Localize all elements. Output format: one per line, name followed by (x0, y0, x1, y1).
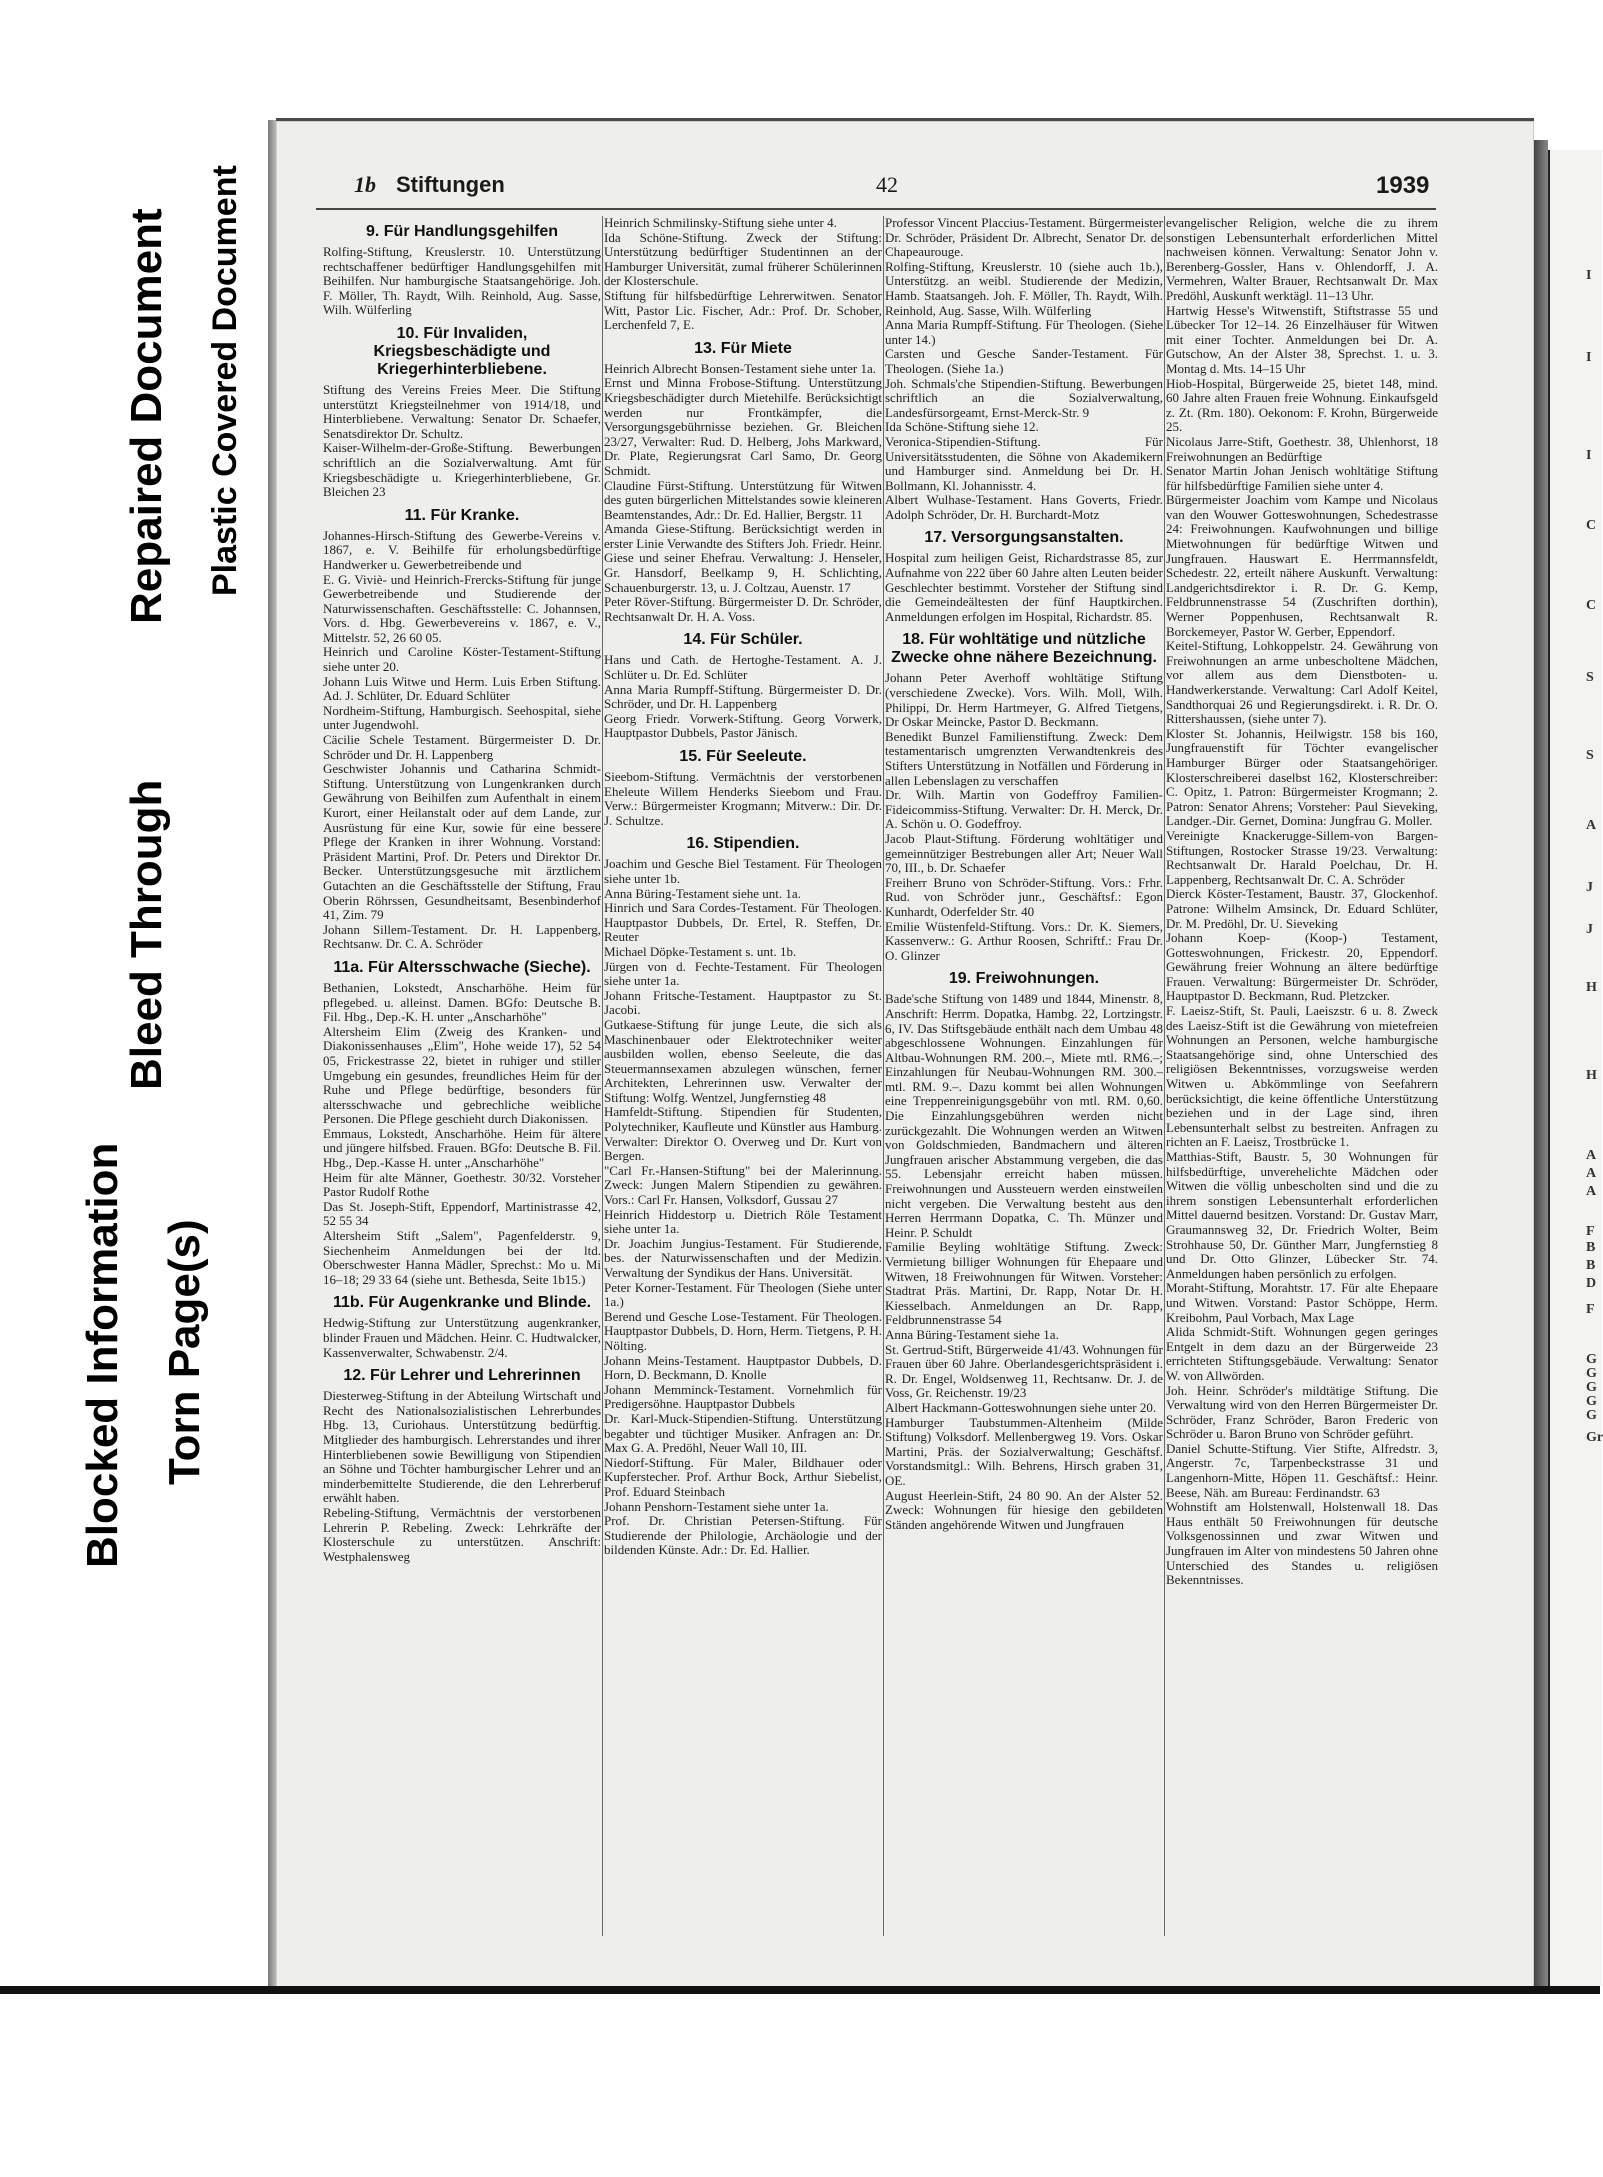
entry: Joachim und Gesche Biel Testament. Für Theologen siehe unter 1b. (604, 856, 882, 886)
entry: Carsten und Gesche Sander-Testament. Für Theologen. (Siehe 1a.) (885, 346, 1163, 376)
entry: Johann Fritsche-Testament. Hauptpastor zu St. Jacobi. (604, 987, 882, 1018)
next-page-letter: G (1586, 1352, 1597, 1367)
column-divider (602, 216, 603, 1936)
entry: Hiob-Hospital, Bürgerweide 25, bietet 148, mind. 60 Jahre alten Frauen freie Wohnung. Einkaufsgeld z. Zt. (Rm. 180). Oekonom: F. Krohn, Bürgerweide 25. (1166, 375, 1438, 435)
entry: Heinrich und Caroline Köster-Testament-Stiftung siehe unter 20. (323, 644, 601, 675)
entry: Bethanien, Lokstedt, Anscharhöhe. Heim für pflegebed. u. alleinst. Damen. BGfo: Deutsche B. Fil. Hbg., Dep.-K. H. unter „Anscharhöhe" (323, 979, 601, 1025)
entry: Freiherr Bruno von Schröder-Stiftung. Vors.: Frhr. Rud. von Schröder junr., Geschäftsf.: Egon Kunhardt, Oderfelder Str. 40 (885, 874, 1163, 919)
column-1 (323, 216, 601, 1956)
next-page-letter: H (1586, 980, 1597, 995)
entry: Stiftung für hilfsbedürftige Lehrerwitwen. Senator Witt, Pastor Lic. Fischer, Adr.: Prof. Dr. Schober, Lerchenfeld 7, E. (604, 287, 882, 333)
section-heading: 9. Für Handlungsgehilfen (365, 223, 558, 240)
entry: Hedwig-Stiftung zur Unterstützung augenkranker, blinder Frauen und Mädchen. Heinr. C. Hudtwalcker, Kassenverwalter, Schwabenstr. 2/4. (323, 1315, 601, 1360)
entry: Rolfing-Stiftung, Kreuslerstr. 10. Unterstützung rechtschaffener bedürftiger Handlungsgehilfen mit Beihilfen. Nur hamburgische Staatsangehörige. Joh. F. Möller, Th. Raydt, Wilh. Reinhold, Aug. Sasse, Wilh. Wülferling (323, 244, 601, 318)
next-page-letter: C (1586, 518, 1597, 533)
entry: Heinrich Albrecht Bonsen-Testament siehe unter 1a. (604, 360, 877, 376)
next-page-letter: G (1586, 1366, 1597, 1381)
next-page-letter: A (1586, 1148, 1597, 1163)
section-heading: 17. Versorgungsanstalten. (924, 529, 1124, 547)
label-plastic-covered: Plastic Covered Document (206, 165, 244, 596)
entry: Dr. Joachim Jungius-Testament. Für Studierende, bes. der Naturwissenschaften und der Medizin. Verwaltung der Syndikus der Hans. Universität. (604, 1235, 882, 1280)
label-torn-pages: Torn Page(s) (160, 1219, 209, 1485)
next-page-letter: B (1586, 1258, 1596, 1273)
entry: Hinrich und Sara Cordes-Testament. Für Theologen. Hauptpastor Dubbels, Dr. Ertel, R. Steffen, Dr. Reuter (604, 900, 882, 945)
section-heading: 19. Freiwohnungen. (948, 970, 1100, 988)
entry: Johann Luis Witwe und Herm. Luis Erben Stiftung. Ad. J. Schlüter, Dr. Eduard Schlüter (323, 673, 601, 704)
entry: Cäcilie Schele Testament. Bürgermeister D. Dr. Schröder und Dr. H. Lappenberg (323, 732, 601, 762)
entry: Wohnstift am Holstenwall, Holstenwall 18. Das Haus enthält 50 Freiwohnungen für deutsche Volksgenossinnen und zwar Witwen und Jungfrauen im Alter von mindestens 50 Jahren ohne Unterschied des Standes u. religiösen Bekenntnisses. (1166, 1499, 1438, 1588)
entry: Joh. Heinr. Schröder's mildtätige Stiftung. Die Verwaltung wird von den Herren Bürgermeister Dr. Schröder, Franz Schröder, Baron Frederic von Schröder u. Baron Bruno von Schröder geführt. (1166, 1382, 1438, 1442)
next-page-letter: I (1586, 448, 1592, 463)
entry: Johann Memminck-Testament. Vornehmlich für Predigersöhne. Hauptpastor Dubbels (604, 1381, 882, 1412)
entry: Alida Schmidt-Stift. Wohnungen gegen geringes Entgelt in dem dazu an der Bürgerweide 23 errichteten Stiftungsgebäude. Verwaltung: Senator W. von Allwörden. (1166, 1324, 1438, 1383)
entry: Anna Maria Rumpff-Stiftung. Bürgermeister D. Dr. Schröder, und Dr. H. Lappenberg (604, 681, 882, 712)
next-page-letter: A (1586, 818, 1597, 833)
entry: Berend und Gesche Lose-Testament. Für Theologen. Hauptpastor Dubbels, D. Horn, Herm. Tietgens, P. H. Nölting. (604, 1308, 882, 1353)
section-heading: 14. Für Schüler. (683, 631, 803, 649)
header-rule (316, 208, 1436, 210)
entry: Altersheim Stift „Salem", Pagenfelderstr. 9, Siechenheim Anmeldungen bei der ltd. Oberschwester Hanna Mädler, Sprechst.: Mo u. Mi 16–18; 29 33 64 (siehe unt. Bethesda, Seite 1b15.) (323, 1228, 601, 1287)
entry: Michael Döpke-Testament s. unt. 1b. (604, 943, 797, 959)
next-page-letter: A (1586, 1166, 1597, 1181)
entry: "Carl Fr.-Hansen-Stiftung" bei der Malerinnung. Zweck: Jungen Malern Stipendien zu gewähren. Vors.: Carl Fr. Hansen, Volksdorf, Gussau 27 (604, 1162, 882, 1208)
entry: August Heerlein-Stift, 24 80 90. An der Alster 52. Zweck: Wohnungen für hiesige den gebildeten Ständen angehörende Witwen und Jungfrauen (885, 1487, 1163, 1532)
next-page-letter: I (1586, 268, 1592, 283)
entry: Anna Büring-Testament siehe 1a. (885, 1326, 1059, 1342)
entry: Johann Sillem-Testament. Dr. H. Lappenberg, Rechtsanw. Dr. C. A. Schröder (323, 921, 601, 952)
entry: Emilie Wüstenfeld-Stiftung. Vors.: Dr. K. Siemers, Kassenverw.: G. Arthur Roosen, Schriftf.: Frau Dr. O. Glinzer (885, 918, 1163, 963)
section-tab: 1b (354, 172, 376, 197)
next-page-letter: J (1586, 922, 1593, 937)
entry: Albert Hackmann-Gotteswohnungen siehe unter 20. (885, 1399, 1157, 1415)
entry: evangelischer Religion, welche die zu ihrem sonstigen Lebensunterhalt erforderlichen Mittel nachweisen können. Verwaltung: Senator John v. Berenberg-Gossler, Hans v. Ohlendorff, J. A. Vermehren, Walter Brauer, Rechtsanwalt Dr. Max Predöhl, Auskunft werktägl. 11–13 Uhr. (1166, 215, 1438, 303)
entry: Gutkaese-Stiftung für junge Leute, die sich als Maschinenbauer oder Elektrotechniker weiter ausbilden wollen, ebenso Seeleute, die das Steuermannsexamen abzulegen wünschen, ferner Architekten, Lehrerinnen usw. Verwalter der Stiftung: Wolfg. Wentzel, Jungfernstieg 48 (604, 1016, 882, 1105)
entry: Peter Korner-Testament. Für Theologen (Siehe unter 1a.) (604, 1279, 882, 1310)
entry: Moraht-Stiftung, Morahtstr. 17. Für alte Ehepaare und Witwen. Vorstand: Pastor Schöppe, Herm. Kreibohm, Paul Vorbach, Max Lage (1166, 1280, 1438, 1325)
entry: Ernst und Minna Frobose-Stiftung. Unterstützung Kriegsbeschädigter durch Mietehilfe. Berücksichtigt werden nur Frontkämpfer, die Versorgungsgebührnisse beziehen. Gr. Bleichen 23/27, Verwalter: Rud. D. Helberg, Johs Markward, Dr. Plate, Regierungsrat Carl Samo, Dr. Georg Schmidt. (604, 375, 882, 478)
entry: Jürgen von d. Fechte-Testament. Für Theologen siehe unter 1a. (604, 958, 882, 989)
entry: Stiftung des Vereins Freies Meer. Die Stiftung unterstützt Kriegsteilnehmer von 1914/18, und Hinterbliebene. Verwaltung: Senator Dr. Schaefer, Senatsdirektor Dr. Schultz. (323, 381, 601, 441)
section-heading: 16. Stipendien. (686, 835, 800, 853)
entry: Johann Penshorn-Testament siehe unter 1a. (604, 1498, 829, 1514)
entry: Jacob Plaut-Stiftung. Förderung wohltätiger und gemeinnütziger Bestrebungen aller Art; Neuer Wall 70, III., b. Dr. Schaefer (885, 830, 1163, 876)
entry: Johannes-Hirsch-Stiftung des Gewerbe-Vereins v. 1867, e. V. Beihilfe für erholungsbedürftige Handwerker u. Gewerbetreibende und (323, 527, 601, 572)
entry: Dr. Karl-Muck-Stipendien-Stiftung. Unterstützung begabter und tüchtiger Musiker. Anfragen an: Dr. Max G. A. Predöhl, Neuer Wall 10, III. (604, 1410, 882, 1456)
next-page-letter: S (1586, 748, 1594, 763)
entry: Joh. Schmals'che Stipendien-Stiftung. Bewerbungen schriftlich an die Sozialverwaltung, Landesfürsorgeamt, Ernst-Merck-Str. 9 (885, 375, 1163, 420)
entry: St. Gertrud-Stift, Bürgerweide 41/43. Wohnungen für Frauen über 60 Jahre. Oberlandesgerichtspräsident i. R. Dr. Engel, Woldsenweg 11, Rechtsanw. Dr. J. de Voss, Gr. Reichenstr. 19/23 (885, 1341, 1163, 1401)
label-repaired-document: Repaired Document (122, 208, 171, 624)
entry: Georg Friedr. Vorwerk-Stiftung. Georg Vorwerk, Hauptpastor Dubbels, Pastor Jänisch. (604, 710, 882, 741)
next-page-letter: H (1586, 1068, 1597, 1083)
entry: Johann Peter Averhoff wohltätige Stiftung (verschiedene Zwecke). Vors. Wilh. Moll, Wilh. Philippi, Dr. Herm Hartmeyer, G. Alfred Tietgens, Dr Oskar Meincke, Pastor D. Beckmann. (885, 670, 1163, 730)
entry: Emmaus, Lokstedt, Anscharhöhe. Heim für ältere und jüngere hilfsbed. Frauen. BGfo: Deutsche B. Fil. Hbg., Dep.-Kasse H. unter „Anscharhöhe" (323, 1125, 601, 1171)
entry: Niedorf-Stiftung. Für Maler, Bildhauer oder Kupferstecher. Prof. Arthur Bock, Arthur Siebelist, Prof. Eduard Steinbach (604, 1454, 882, 1499)
entry: Johann Meins-Testament. Hauptpastor Dubbels, D. Horn, D. Beckmann, D. Knolle (604, 1352, 882, 1383)
entry: Dr. Wilh. Martin von Godeffroy Familien-Fideicommiss-Stiftung. Verwalter: Dr. H. Merck, Dr. A. Schön u. O. Godeffroy. (885, 787, 1163, 832)
entry: Hartwig Hesse's Witwenstift, Stiftstrasse 55 und Lübecker Tor 12–14. 26 Einzelhäuser für Witwen mit einer Tochter. Anmeldungen bei Dr. A. Gutschow, An der Alster 38, Sprechst. 1. u. 3. Montag d. Mts. 14–15 Uhr (1166, 302, 1438, 376)
next-page-letter: I (1586, 350, 1592, 365)
entry: Peter Röver-Stiftung. Bürgermeister D. Dr. Schröder, Rechtsanwalt Dr. H. A. Voss. (604, 594, 882, 624)
next-page-letter: G (1586, 1408, 1597, 1423)
entry: Keitel-Stiftung, Lohkoppelstr. 24. Gewährung von Freiwohnungen an arme unbescholtene Mädchen, vor allem aus dem Dienstboten- u. Handwerkerstande. Verwaltung: Carl Adolf Keitel, Sandthorquai 26 und Regierungsdirekt. i. R. Dr. O. Rittershaussen, (siehe unter 7). (1166, 638, 1438, 727)
page-left-edge (268, 120, 276, 1986)
section-heading: 11b. Für Augenkranke und Blinde. (332, 1294, 592, 1312)
entry: Ida Schöne-Stiftung. Zweck der Stiftung: Unterstützung bedürftiger Studentinnen an der Hamburger Universität, zumal früherer Schülerinnen der Klosterschule. (604, 229, 882, 289)
entry: Amanda Giese-Stiftung. Berücksichtigt werden in erster Linie Verwandte des Stifters Joh. Friedr. Heinr. Giese und seiner Ehefrau. Verwaltung: J. Henseler, Gr. Hansdorf, Beelkamp 9, H. Schlichting, Schauenburgerstr. 13, u. J. Coltzau, Auenstr. 17 (604, 521, 882, 595)
entry: Bade'sche Stiftung von 1489 und 1844, Minenstr. 8, Anschrift: Herrm. Dopatka, Hambg. 22, Lortzingstr. 6, IV. Das Stiftsgebäude enthält nach dem Umbau 48 abgeschlossene Wohnungen. Einzahlungen für Altbau-Wohnungen RM. 200.–, Miete mtl. RM6.–; Einzahlungen für Neubau-Wohnungen RM. 300.– mtl. RM. 9.–. Dazu kommt bei allen Wohnungen eine Treppenreinigungsgebühr von mtl. RM. 0,60. Die Einzahlungsgebühren werden nicht zurückgezahlt. Die Wohnungen werden an Witwen von Goldschmieden, Bandmachern und älteren Jungfrauen arischer Abstammung vergeben, die das 55. Lebensjahr erreicht haben müssen. Freiwohnungen und Aussteuern werden einstweilen nicht vergeben. Die Verwaltung besteht aus den Herren Herrmann Dopatka, C. Th. Münzer und Heinr. P. Schuldt (885, 991, 1163, 1240)
entry: Albert Wulhase-Testament. Hans Goverts, Friedr. Adolph Schröder, Dr. H. Burchardt-Motz (885, 492, 1163, 522)
entry: Anna Maria Rumpff-Stiftung. Für Theologen. (Siehe unter 14.) (885, 317, 1163, 347)
entry: Heinrich Hiddestorp u. Dietrich Röle Testament siehe unter 1a. (604, 1206, 882, 1237)
section-heading: 13. Für Miete (694, 339, 792, 357)
entry: Prof. Dr. Christian Petersen-Stiftung. Für Studierende der Philologie, Archäologie und der bildenden Künste. Adr.: Dr. Ed. Hallier. (604, 1513, 882, 1558)
entry: Kloster St. Johannis, Heilwigstr. 158 bis 160, Jungfrauenstift für Töchter evangelischer Hamburger Bürger oder Staatsangehöriger. Klosterschreiberei daselbst 162, Klosterschreiber: C. Opitz, 1. Patron: Bürgermeister Krogmann; 2. Patron: Senator Ahrens; Vorsteher: Paul Sieveking, Landger.-Dir. Gernet, Domina: Jungfrau G. Moller. (1166, 725, 1438, 829)
entry: Hamfeldt-Stiftung. Stipendien für Studenten, Polytechniker, Kaufleute und Künstler aus Hamburg. Verwalter: Direktor O. Overweg und Dr. Kurt von Bergen. (604, 1104, 882, 1164)
next-page-letter: B (1586, 1240, 1596, 1255)
next-page-letter: F (1586, 1302, 1595, 1317)
entry: Matthias-Stift, Baustr. 5, 30 Wohnungen für hilfsbedürftige, unverehelichte Mädchen oder Witwen die völlig unbescholten sind und die zu ihrem sonstigen Lebensunterhalt erforderlichen Mittel dauernd besitzen. Vorstand: Dr. Gustav Marr, Graumannsweg 32, Dr. Friedrich Wolter, Beim Strohhause 50, Dr. Günther Marr, Jungfernstieg 8 und Dr. Otto Glinzer, Lübecker Str. 74. Anmeldungen haben persönlich zu erfolgen. (1166, 1149, 1438, 1281)
entry: Familie Beyling wohltätige Stiftung. Zweck: Vermietung billiger Wohnungen für Ehepaare und Witwen, 18 Freiwohnungen für Witwen. Vorsteher: Stadtrat Präs. Martini, Dr. Rapp, Notar Dr. H. Kiesselbach. Anmeldungen an Dr. Rapp, Feldbrunnenstrasse 54 (885, 1239, 1163, 1328)
entry: Veronica-Stipendien-Stiftung. Für Universitätsstudenten, die Söhne von Akademikern und Hamburger sind. Anmeldung bei Dr. H. Bollmann, Kl. Johannisstr. 4. (885, 433, 1163, 493)
entry: Heinrich Schmilinsky-Stiftung siehe unter 4. (604, 215, 837, 230)
column-divider (883, 216, 884, 1936)
next-page-letter: G (1586, 1394, 1597, 1409)
column-2 (604, 216, 882, 1956)
entry: Sieebom-Stiftung. Vermächtnis der verstorbenen Eheleute Willem Henderks Sieebom und Frau. Verw.: Bürgermeister Krogmann; Mitverw.: Dir. Dr. J. Schultze. (604, 769, 882, 828)
section-heading: 15. Für Seeleute. (679, 748, 807, 765)
entry: Hamburger Taubstummen-Altenheim (Milde Stiftung) Volksdorf. Mellenbergweg 19. Vors. Oskar Martini, Präs. der Sozialverwaltung; Geschäftsf. Vorstandsmitgl.: Wilh. Behrens, Hirsch graben 31, OE. (885, 1414, 1163, 1488)
entry: Das St. Joseph-Stift, Eppendorf, Martinistrasse 42, 52 55 34 (323, 1198, 601, 1229)
entry: Bürgermeister Joachim vom Kampe und Nicolaus van den Wouwer Gotteswohnungen, Schedestrasse 24: Freiwohnungen. Kaufwohnungen und billige Mietwohnungen für bedürftige Witwen und Jungfrauen. Hauswart E. Herrmannsfeldt, Schedestr. 22, erteilt nähere Auskunft. Verwaltung: Landgerichtsdirektor i. R. Dr. G. Kemp, Feldbrunnenstrasse 54 (Zuschriften dorthin), Werner Poppenhusen, Rechtsanwalt R. Borckemeyer, Pastor W. Gerber, Eppendorf. (1166, 492, 1438, 639)
entry: Vereinigte Knackerugge-Sillem-von Bargen-Stiftungen, Rostocker Strasse 19/23. Verwaltung: Rechtsanwalt Dr. Harald Poelchau, Dr. H. Lappenberg, Rechtsanwalt Dr. C. A. Schröder (1166, 827, 1438, 887)
entry: Johann Koep- (Koop-) Testament, Gotteswohnungen, Frickestr. 20, Eppendorf. Gewährung freier Wohnung an ältere bedürftige Frauen. Verwaltung: Bürgermeister Dr. Schröder, Hauptpastor D. Beckmann, Rud. Pletzcker. (1166, 930, 1438, 1004)
next-page-letter: S (1586, 670, 1594, 685)
entry: Hospital zum heiligen Geist, Richardstrasse 85, zur Aufnahme von 222 über 60 Jahre alten Leuten beider Geschlechter bestimmt. Vorsteher der Stiftung sind die Gemeindeältesten der fünf Hauptkirchen. Anmeldungen erfolgen im Hospital, Richardstr. 85. (885, 550, 1163, 624)
column-4 (1166, 216, 1438, 1956)
next-page-letter: G (1586, 1380, 1597, 1395)
entry: Nordheim-Stiftung, Hamburgisch. Seehospital, siehe unter Jugendwohl. (323, 702, 601, 733)
entry: Kaiser-Wilhelm-der-Große-Stiftung. Bewerbungen schriftlich an die Sozialverwaltung. Amt für Kriegsbeschädigte u. Kriegerhinterbliebene, Gr. Bleichen 23 (323, 440, 601, 500)
entry: Senator Martin Johan Jenisch wohltätige Stiftung für hilfsbedürftige Familien siehe unter 4. (1166, 463, 1438, 493)
section-heading: 12. Für Lehrer und Lehrerinnen (343, 1367, 581, 1385)
next-page-letter: A (1586, 1184, 1597, 1199)
next-page-letter: C (1586, 598, 1597, 613)
next-page-letter: Gr (1586, 1430, 1603, 1445)
entry: Hans und Cath. de Hertoghe-Testament. A. J. Schlüter u. Dr. Ed. Schlüter (604, 652, 882, 683)
label-bleed-through: Bleed Through (122, 779, 171, 1090)
next-page-letter: D (1586, 1276, 1597, 1291)
entry: Daniel Schutte-Stiftung. Vier Stifte, Alfredstr. 3, Angerstr. 7c, Tarpenbeckstrasse 31 und Langenhorn-Mitte, Höpen 11. Geschäftsf.: Heinr. Beese, Näh. am Bureau: Ferdinandstr. 63 (1166, 1440, 1438, 1500)
page-header (316, 172, 1436, 204)
page-title: Stiftungen (396, 172, 505, 197)
entry: Ida Schöne-Stiftung siehe 12. (885, 419, 1039, 435)
entry: Claudine Fürst-Stiftung. Unterstützung für Witwen des guten bürgerlichen Mittelstandes sowie kleineren Beamtenstandes, Adr.: Dr. Ed. Hallier, Bergstr. 11 (604, 477, 882, 522)
column-3 (885, 216, 1163, 1956)
section-heading: 18. Für wohltätige und nützliche Zwecke ohne nähere Bezeichnung. (891, 631, 1157, 667)
page-right-edge (1534, 140, 1548, 1986)
column-divider (1164, 216, 1165, 1936)
entry: Rebeling-Stiftung, Vermächtnis der verstorbenen Lehrerin P. Rebeling. Zweck: Lehrkräfte der Klosterschule zu unterstützen. Anschrift: Westphalensweg (323, 1504, 601, 1564)
page-number: 42 (876, 172, 898, 197)
entry: Nicolaus Jarre-Stift, Goethestr. 38, Uhlenhorst, 18 Freiwohnungen an Bedürftige (1166, 433, 1438, 464)
section-heading: 11a. Für Altersschwache (Sieche). (333, 958, 591, 976)
next-page-letter: J (1586, 880, 1593, 895)
entry: Rolfing-Stiftung, Kreuslerstr. 10 (siehe auch 1b.), Unterstützg. an weibl. Studierende der Medizin, Hamb. Staatsangeh. Joh. F. Möller, Th. Raydt, Wilh. Reinhold, Aug. Sasse, Wilh. Wülferling (885, 258, 1163, 318)
label-blocked-information: Blocked Information (78, 1142, 127, 1568)
entry: F. Laeisz-Stift, St. Pauli, Laeiszstr. 6 u. 8. Zweck des Laeisz-Stift ist die Gewährung von mietefreien Wohnungen an Personen, welche hamburgische Staatsangehörige sind, ohne Unterschied des religiösen Bekenntnisses, vorzugsweise werden Witwen u. Abkömmlinge von Seefahrern berücksichtigt, die keine öffentliche Unterstützung beziehen und in der Lage sind, ihren Lebensunterhalt selbst zu bestreiten. Anfragen zu richten an F. Laeisz, Trostbrücke 1. (1166, 1003, 1438, 1150)
entry: Anna Büring-Testament siehe unt. 1a. (604, 885, 801, 901)
bottom-border (0, 1986, 1600, 1994)
entry: Benedikt Bunzel Familienstiftung. Zweck: Dem testamentarisch umgrenzten Verwandtenkreis des Stifters Unterstützung in Notfällen und Förderung in allen Lebenslagen zu verschaffen (885, 728, 1163, 788)
entry: Diesterweg-Stiftung in der Abteilung Wirtschaft und Recht des Nationalsozialistischen Lehrerbundes Hbg. 13, Curiohaus. Unterstützung bedürftig. Mitglieder des hamburgisch. Lehrerstandes und ihrer Hinterbliebenen sowie Bewilligung von Stipendien an Söhne und Töchter hamburgischer Lehrer und an minderbemittelte Studierende, die den Lehrerberuf erwählt haben. (323, 1388, 601, 1506)
entry: Professor Vincent Placcius-Testament. Bürgermeister Dr. Schröder, Präsident Dr. Albrecht, Senator Dr. de Chapeaurouge. (885, 215, 1163, 260)
entry: Heim für alte Männer, Goethestr. 30/32. Vorsteher Pastor Rudolf Rothe (323, 1169, 601, 1200)
entry: Altersheim Elim (Zweig des Kranken- und Diakonissenhauses „Elim", Hohe weide 17), 52 54 05, Frickestrasse 22, bietet in ruhiger und stiller Umgebung ein gesundes, freundliches Heim für der Ruhe und Pflege bedürftige, besonders für altersschwache und gebrechliche weibliche Personen. Die Pflege geschieht durch Diakonissen. (323, 1023, 601, 1127)
entry: Geschwister Johannis und Catharina Schmidt-Stiftung. Unterstützung von Lungenkranken durch Gewährung von Beihilfen zum Aufenthalt in einem Kurort, einer Heilanstalt oder auf dem Lande, zur Ausrüstung für eine Kur, sowie für eine bessere Pflege der Kranken in ihrer Wohnung. Vorstand: Präsident Martini, Prof. Dr. Peters und Direktor Dr. Becker. Unterstützungsgesuche mit ärztlichem Gutachten an die Geschäftsstelle der Stiftung, Frau Oberin Röhrssen, Gesundheitsamt, Besenbinderhof 41, Zim. 79 (323, 761, 601, 923)
section-heading: 11. Für Kranke. (404, 506, 520, 524)
next-page-letter: F (1586, 1224, 1595, 1239)
page-year: 1939 (1376, 172, 1430, 199)
section-heading: 10. Für Invaliden, Kriegsbeschädigte und Kriegerhinterbliebene. (373, 324, 551, 378)
entry: Dierck Köster-Testament, Baustr. 37, Glockenhof. Patrone: Wilhelm Amsinck, Dr. Eduard Schlüter, Dr. M. Predöhl, Dr. U. Sieveking (1166, 886, 1438, 931)
entry: E. G. Viviè- und Heinrich-Frercks-Stiftung für junge Gewerbetreibende und Studierende der Naturwissenschaften. Geschäftsstelle: C. Johannsen, Vors. d. Hbg. Gewerbevereins v. 1867, e. V., Mittelstr. 52, 26 60 05. (323, 571, 601, 645)
